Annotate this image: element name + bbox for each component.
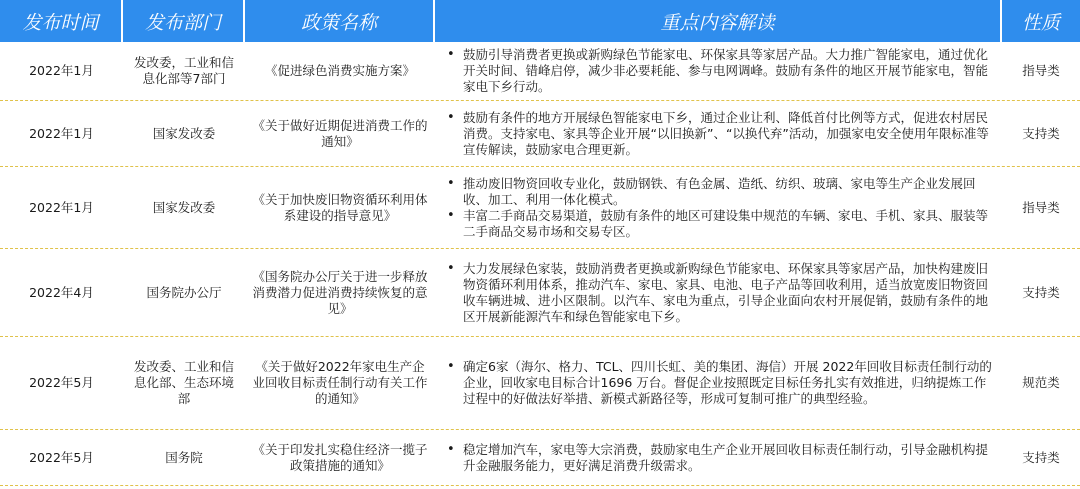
content-list <box>445 442 994 474</box>
table-row <box>0 430 1080 486</box>
cell-content <box>435 337 1002 429</box>
cell-nature: 指导类 <box>1022 63 1060 78</box>
header-content: 重点内容解读 <box>435 0 1002 42</box>
cell-dept: 发改委，工业和信息化部等7部门 <box>133 55 234 86</box>
content-item: • 推动废旧物资回收专业化，鼓励钢铁、有色金属、造纸、纺织、玻璃、家电等生产企业发展回收、加工、利用一体化模式。 <box>445 176 994 208</box>
cell-nature: 规范类 <box>1022 375 1060 390</box>
cell-nature: 支持类 <box>1022 449 1060 465</box>
content-item: • 鼓励引导消费者更换或新购绿色节能家电、环保家具等家居产品。大力推广智能家电，通过优化开关时间、错峰启停，减少非必要耗能、参与电网调峰。鼓励有条件的地区开展节能家电，智能家电下乡行动。 <box>445 47 994 95</box>
table-header <box>0 0 1080 42</box>
cell-policy: 《关于加快废旧物资循环利用体系建设的指导意见》 <box>252 191 428 223</box>
cell-policy: 《促进绿色消费实施方案》 <box>264 63 415 78</box>
cell-policy: 《关于印发扎实稳住经济一揽子政策措施的通知》 <box>252 441 428 473</box>
table-row <box>0 101 1080 167</box>
cell-dept: 发改委、工业和信息化部、生态环境部 <box>133 359 234 406</box>
cell-date: 2022年4月 <box>29 284 94 300</box>
cell-dept: 国家发改委 <box>152 125 216 141</box>
cell-date: 2022年5月 <box>29 375 94 390</box>
table-body <box>0 42 1080 486</box>
cell-content <box>435 249 1002 336</box>
cell-policy: 《关于做好近期促进消费工作的通知》 <box>252 117 428 149</box>
cell-nature: 指导类 <box>1022 199 1060 215</box>
table-row <box>0 337 1080 430</box>
content-list <box>445 110 994 158</box>
content-item: • 确定6家（海尔、格力、TCL、四川长虹、美的集团、海信）开展 2022年回收目标责任制行动的企业，回收家电目标合计1696 万台。督促企业按照既定目标任务扎实有效推进，归纳提炼工作过程中的好做法好举措、新模式新路径等，形成可复制可推广的典型经验。 <box>445 359 994 407</box>
cell-content <box>435 101 1002 166</box>
cell-content <box>435 167 1002 248</box>
content-item: • 稳定增加汽车，家电等大宗消费，鼓励家电生产企业开展回收目标责任制行动，引导金融机构提升金融服务能力，更好满足消费升级需求。 <box>445 442 994 474</box>
cell-policy: 《国务院办公厅关于进一步释放消费潜力促进消费持续恢复的意见》 <box>252 268 428 316</box>
cell-date: 2022年1月 <box>29 63 94 78</box>
cell-dept: 国务院办公厅 <box>146 284 222 300</box>
header-nature: 性质 <box>1021 11 1060 34</box>
content-list <box>445 47 994 95</box>
content-list <box>445 359 994 407</box>
content-item: • 鼓励有条件的地方开展绿色智能家电下乡，通过企业让利、降低首付比例等方式，促进农村居民消费。支持家电、家具等企业开展“以旧换新”、“以换代弃”活动，加强家电安全使用年限标准等宣传解读，鼓励家电合理更新。 <box>445 110 994 158</box>
cell-date: 2022年5月 <box>29 449 94 465</box>
cell-dept: 国家发改委 <box>152 199 216 215</box>
header-dept: 发布部门 <box>123 0 245 42</box>
header-date: 发布时间 <box>0 0 123 42</box>
cell-policy: 《关于做好2022年家电生产企业回收目标责任制行动有关工作的通知》 <box>252 359 428 406</box>
cell-date: 2022年1月 <box>29 199 94 215</box>
table-row <box>0 167 1080 249</box>
cell-date: 2022年1月 <box>29 125 94 141</box>
table-row <box>0 42 1080 101</box>
content-list <box>445 261 994 325</box>
content-item: • 大力发展绿色家装，鼓励消费者更换或新购绿色节能家电、环保家具等家居产品，加快构建废旧物资循环利用体系，推动汽车、家电、家具、电池、电子产品等回收利用，适当放宽废旧物资回收车辆进城、进小区限制。以汽车、家电为重点，引导企业面向农村开展促销，鼓励有条件的地区开展新能源汽车和绿色智能家电下乡。 <box>445 261 994 325</box>
table-row <box>0 249 1080 337</box>
content-item: • 丰富二手商品交易渠道，鼓励有条件的地区可建设集中规范的车辆、家电、手机、家具、服装等二手商品交易市场和交易专区。 <box>445 208 994 240</box>
cell-content <box>435 430 1002 485</box>
cell-dept: 国务院 <box>165 449 203 465</box>
header-policy: 政策名称 <box>245 0 435 42</box>
cell-content <box>435 42 1002 100</box>
content-list <box>445 176 994 240</box>
cell-nature: 支持类 <box>1022 284 1060 300</box>
cell-nature: 支持类 <box>1022 125 1060 141</box>
